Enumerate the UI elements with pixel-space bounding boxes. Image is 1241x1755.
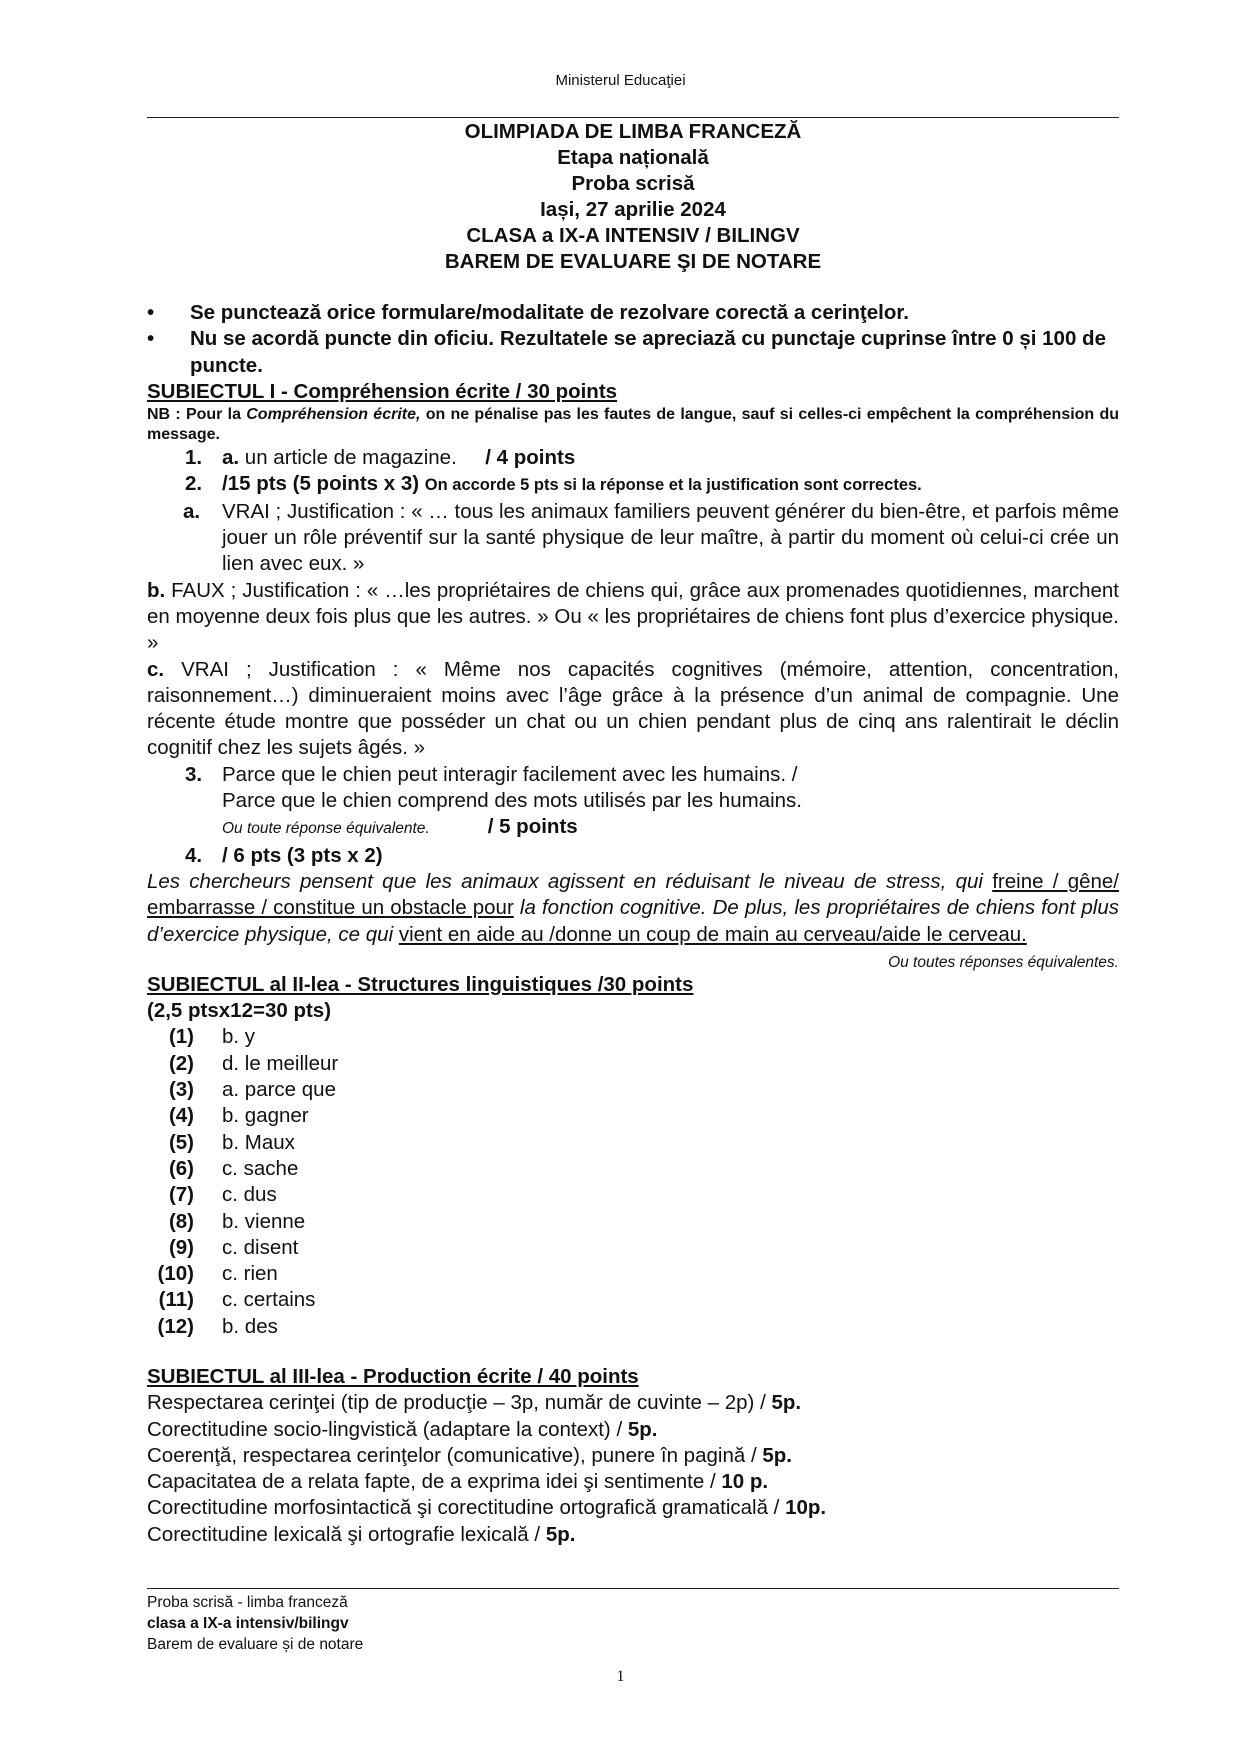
nb-italic: Compréhension écrite, — [246, 406, 421, 424]
answer-row — [147, 1077, 1119, 1103]
subject2-scoring: (2,5 ptsx12=30 pts) — [147, 999, 332, 1023]
subject3-title: SUBIECTUL al III-lea - Production écrite / 40 points — [147, 1364, 639, 1388]
item-number: (4) — [168, 1104, 194, 1128]
question-3-footer — [222, 814, 1119, 842]
question-number: 3. — [185, 762, 203, 786]
answer-text: VRAI ; Justification : « … tous les animaux familiers peuvent générer du bien-être, et parfois même jouer un rôle préventif sur la santé physique de leur maître, à partir du moment où celui-ci crée un lien avec eux. » — [222, 499, 1119, 576]
title-line-class: CLASA a IX-A INTENSIV / BILINGV — [466, 224, 800, 247]
answer-row — [147, 1235, 1119, 1261]
answer-row — [147, 1024, 1119, 1050]
question-points: / 6 pts (3 pts x 2) — [222, 843, 383, 867]
question-3 — [147, 762, 1119, 843]
criterion-points: 10 p. — [721, 1470, 769, 1494]
answer-row — [147, 1209, 1119, 1235]
item-number: (6) — [168, 1156, 194, 1180]
item-answer: c. certains — [222, 1288, 316, 1312]
footer-exam: Proba scrisă - limba franceză — [147, 1594, 348, 1611]
criterion-points: 5p. — [762, 1443, 792, 1467]
criterion-points: 5p. — [771, 1391, 802, 1415]
answer-text: Les chercheurs pensent que les animaux agissent en réduisant le niveau de stress, qui — [147, 869, 993, 893]
item-answer: b. vienne — [222, 1209, 306, 1233]
sub-letter: a. — [183, 499, 201, 523]
question-number: 2. — [185, 472, 203, 496]
answer-row — [147, 1130, 1119, 1156]
criterion-text: Corectitudine lexicală şi ortografie lexicală / — [147, 1522, 546, 1546]
item-number: (10) — [157, 1262, 194, 1286]
answer-row — [147, 1261, 1119, 1287]
answer-row — [147, 1156, 1119, 1182]
answer-text: FAUX ; Justification : « …les propriétaires de chiens qui, grâce aux promenades quotidiennes, marchent en moyenne deux fois plus que les autres. » Ou « les propriétaires de chiens font plus d’exercice physique. » — [147, 578, 1119, 655]
question-number: 4. — [185, 843, 203, 867]
item-number: (12) — [157, 1314, 194, 1338]
question-2b — [147, 578, 1119, 657]
question-2 — [147, 471, 1119, 498]
item-answer: c. dus — [222, 1183, 277, 1207]
title-line-stage: Etapa națională — [557, 146, 709, 169]
item-number: (11) — [158, 1288, 194, 1312]
criterion-text: Coerenţă, respectarea cerinţelor (comunicative), punere în pagină / — [147, 1443, 763, 1467]
answer-text: la fonction cognitive. De plus, les propriétaires de chiens font plus d’exercice physique, ce qui — [147, 896, 1119, 946]
subject2-title: SUBIECTUL al II-lea - Structures linguistiques /30 points — [147, 972, 694, 996]
item-number: (5) — [168, 1130, 194, 1154]
criterion-row — [147, 1443, 1119, 1469]
criterion-text: Respectarea cerinţei (tip de producţie – 3p, număr de cuvinte – 2p) / — [147, 1391, 772, 1415]
title-line-olympiad: OLIMPIADA DE LIMBA FRANCEZĂ — [464, 120, 802, 143]
criterion-row — [147, 1469, 1119, 1495]
item-answer: c. sache — [222, 1156, 299, 1180]
subject2-answer-list — [147, 1024, 1119, 1340]
criterion-row — [147, 1417, 1119, 1443]
answer-line: Parce que le chien comprend des mots utilisés par les humains. — [222, 789, 802, 813]
criterion-row — [147, 1390, 1119, 1416]
footer-barem: Barem de evaluare și de notare — [147, 1636, 364, 1653]
question-2c — [147, 657, 1119, 762]
answer-row — [147, 1314, 1119, 1340]
question-1 — [147, 445, 1119, 471]
ministry-header: Ministerul Educaţiei — [555, 72, 686, 89]
question-number: 1. — [185, 446, 203, 470]
answer-text: VRAI ; Justification : « Même nos capacités cognitives (mémoire, attention, concentration, raisonnement…) diminueraient moins avec l’âge grâce à la présence d’un animal de compagnie. Une récente étude montre que posséder un chat ou un chien pendant plus de cinq ans ralentirait le déclin cognitif chez les sujets âgés. » — [147, 657, 1119, 760]
item-number: (8) — [168, 1209, 194, 1233]
answer-text: un article de magazine. — [239, 446, 457, 470]
answer-row — [147, 1182, 1119, 1208]
underlined-answer: vient en aide au /donne un coup de main au cerveau/aide le cerveau. — [398, 922, 1027, 946]
item-number: (9) — [168, 1235, 194, 1259]
answer-line: Parce que le chien peut interagir facilement avec les humains. / — [222, 762, 798, 786]
title-line-barem: BAREM DE EVALUARE ŞI DE NOTARE — [444, 250, 822, 273]
criterion-text: Corectitudine socio-lingvistică (adaptare la context) / — [147, 1417, 628, 1441]
subject1-title: SUBIECTUL I - Compréhension écrite / 30 points — [147, 379, 618, 403]
item-answer: c. rien — [222, 1262, 278, 1286]
question-note: On accorde 5 pts si la réponse et la justification sont correctes. — [424, 476, 922, 495]
page-number: 1 — [616, 1668, 625, 1685]
question-4-answer — [147, 869, 1119, 971]
item-number: (1) — [168, 1025, 194, 1049]
general-rules — [147, 300, 1119, 379]
spacer — [147, 1340, 1119, 1364]
sub-letter: b. — [147, 578, 166, 602]
nb-prefix: NB : Pour la — [147, 406, 247, 424]
item-number: (7) — [168, 1183, 194, 1207]
document-title — [147, 119, 1119, 275]
item-answer: d. le meilleur — [222, 1051, 339, 1075]
rule-item: • Nu se acordă puncte din oficiu. Rezultatele se apreciază cu punctaje cuprinse între 0 și 100 de puncte. — [147, 326, 1119, 379]
rule-item: • Se punctează orice formulare/modalitate de rezolvare corectă a cerinţelor. — [147, 300, 1119, 326]
criterion-row — [147, 1495, 1119, 1521]
sub-letter: c. — [147, 657, 165, 681]
item-number: (3) — [168, 1078, 194, 1102]
document-body — [147, 300, 1119, 1548]
title-line-date: Iași, 27 aprilie 2024 — [540, 198, 726, 221]
criterion-text: Capacitatea de a relata fapte, de a exprima idei şi sentimente / — [147, 1470, 722, 1494]
criterion-row — [147, 1522, 1119, 1548]
item-number: (2) — [168, 1051, 194, 1075]
criterion-points: 5p. — [545, 1522, 576, 1546]
answer-letter: a. — [222, 446, 240, 470]
item-answer: b. Maux — [222, 1130, 295, 1154]
criterion-points: 5p. — [627, 1417, 658, 1441]
item-answer: b. des — [222, 1314, 278, 1338]
header-divider — [147, 117, 1119, 118]
criterion-text: Corectitudine morfosintactică şi corectitudine ortografică gramaticală / — [147, 1496, 786, 1520]
answer-row — [147, 1287, 1119, 1313]
answer-row — [147, 1103, 1119, 1129]
question-points: / 5 points — [487, 815, 578, 839]
item-answer: c. disent — [222, 1235, 299, 1259]
nb-suffix: on ne pénalise pas les fautes de langue, sauf si celles-ci empêchent la compréhension du message. — [147, 406, 1120, 444]
footer-divider — [147, 1588, 1119, 1589]
footer-class: clasa a IX-a intensiv/bilingv — [147, 1615, 349, 1632]
equivalence-note: Ou toutes réponses équivalentes. — [888, 953, 1119, 971]
question-points: /15 pts (5 points x 3) — [222, 472, 420, 496]
subject1-nb — [147, 405, 1119, 445]
answer-row — [147, 1051, 1119, 1077]
item-answer: a. parce que — [222, 1078, 336, 1102]
item-answer: b. gagner — [222, 1104, 309, 1128]
criterion-points: 10p. — [785, 1496, 827, 1520]
equivalence-note: Ou toute réponse équivalente. — [222, 820, 430, 838]
underlined-answer: freine / gêne/ embarrasse / constitue un obstacle pour — [147, 869, 1119, 920]
question-points: / 4 points — [485, 446, 576, 470]
item-answer: b. y — [222, 1025, 256, 1049]
question-4 — [147, 843, 1119, 869]
page-footer — [147, 1592, 363, 1655]
question-2a — [147, 499, 1119, 578]
title-line-exam-type: Proba scrisă — [571, 172, 695, 195]
